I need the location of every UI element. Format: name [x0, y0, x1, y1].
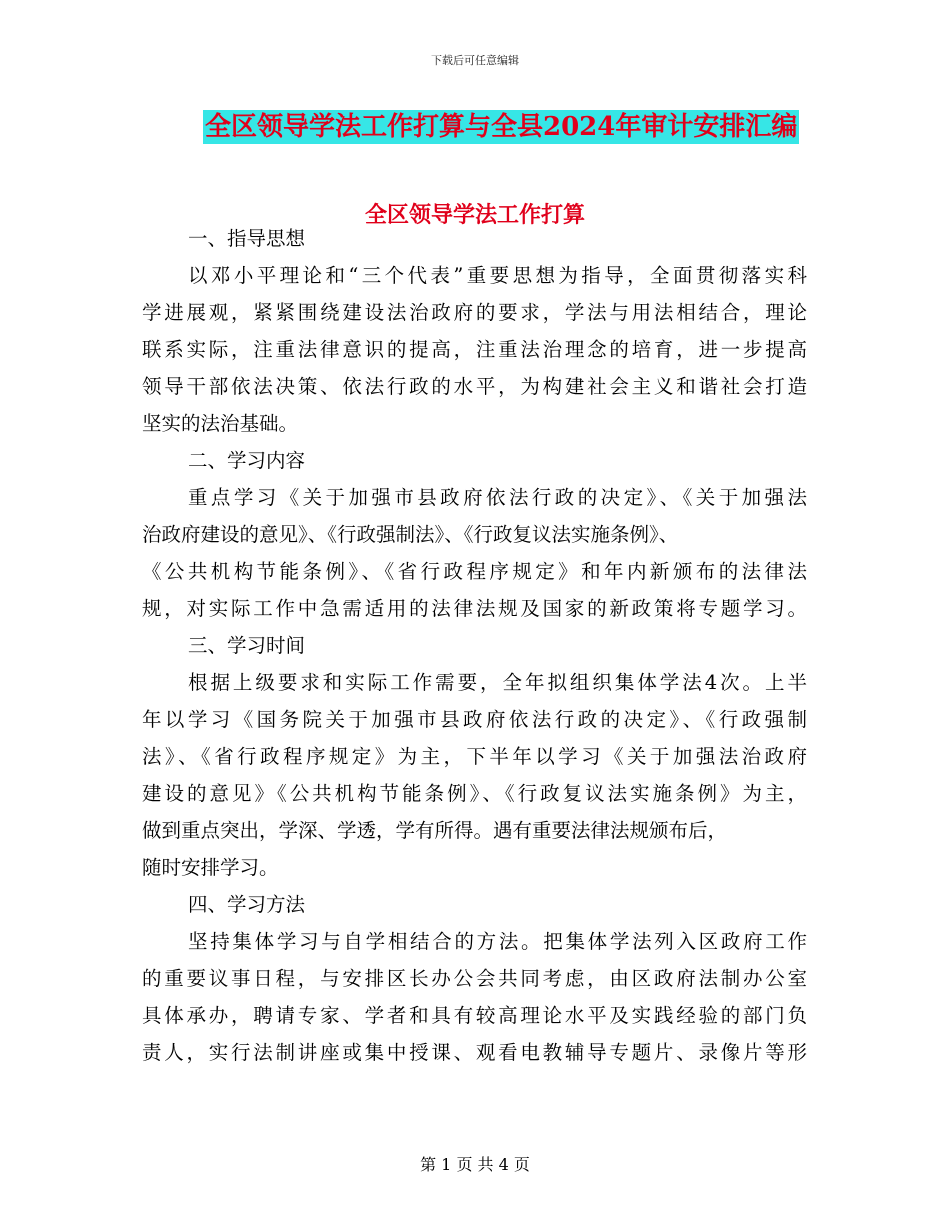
main-title: 全区领导学法工作打算与全县2024年审计安排汇编	[205, 112, 798, 142]
body-line: 联系实际，注重法律意识的提高，注重法治理念的培育，进一步提高	[142, 338, 807, 361]
main-title-container	[203, 110, 799, 144]
body-line: 做到重点突出，学深、学透，学有所得。遇有重要法律法规颁布后，	[142, 819, 728, 842]
heading-guiding-thought: 一、指导思想	[188, 227, 306, 250]
body-line: 《公共机构节能条例》、《省行政程序规定》和年内新颁布的法律法	[142, 560, 807, 583]
body-line: 的重要议事日程，与安排区长办公会共同考虑，由区政府法制办公室	[142, 967, 807, 990]
body-line: 责人，实行法制讲座或集中授课、观看电教辅导专题片、录像片等形	[142, 1041, 807, 1064]
heading-study-method: 四、学习方法	[188, 893, 306, 916]
body-line: 随时安排学习。	[142, 856, 279, 879]
header-note: 下载后可任意编辑	[431, 54, 519, 67]
document-body	[142, 220, 807, 1071]
heading-study-content: 二、学习内容	[188, 449, 306, 472]
body-line: 坚实的法治基础。	[142, 412, 299, 435]
body-line: 治政府建设的意见》、《行政强制法》、《行政复议法实施条例》、	[142, 523, 679, 546]
body-line: 重点学习《关于加强市县政府依法行政的决定》、《关于加强法	[188, 486, 807, 509]
body-line: 领导干部依法决策、依法行政的水平，为构建社会主义和谐社会打造	[142, 375, 807, 398]
body-line: 建设的意见》《公共机构节能条例》、《行政复议法实施条例》为主，	[142, 782, 807, 805]
page-number: 第 1 页 共 4 页	[420, 1155, 530, 1174]
section-title: 全区领导学法工作打算	[364, 202, 585, 228]
body-line: 坚持集体学习与自学相结合的方法。把集体学法列入区政府工作	[188, 930, 807, 953]
body-line: 以邓小平理论和“三个代表”重要思想为指导，全面贯彻落实科	[188, 264, 807, 287]
body-line: 学进展观，紧紧围绕建设法治政府的要求，学法与用法相结合，理论	[142, 301, 807, 324]
body-line: 年以学习《国务院关于加强市县政府依法行政的决定》、《行政强制	[142, 708, 807, 731]
body-line: 根据上级要求和实际工作需要，全年拟组织集体学法4次。上半	[188, 671, 807, 694]
heading-study-time: 三、学习时间	[188, 634, 306, 657]
body-line: 规，对实际工作中急需适用的法律法规及国家的新政策将专题学习。	[142, 597, 807, 620]
body-line: 具体承办，聘请专家、学者和具有较高理论水平及实践经验的部门负	[142, 1004, 807, 1027]
body-line: 法》、《省行政程序规定》为主，下半年以学习《关于加强法治政府	[142, 745, 807, 768]
